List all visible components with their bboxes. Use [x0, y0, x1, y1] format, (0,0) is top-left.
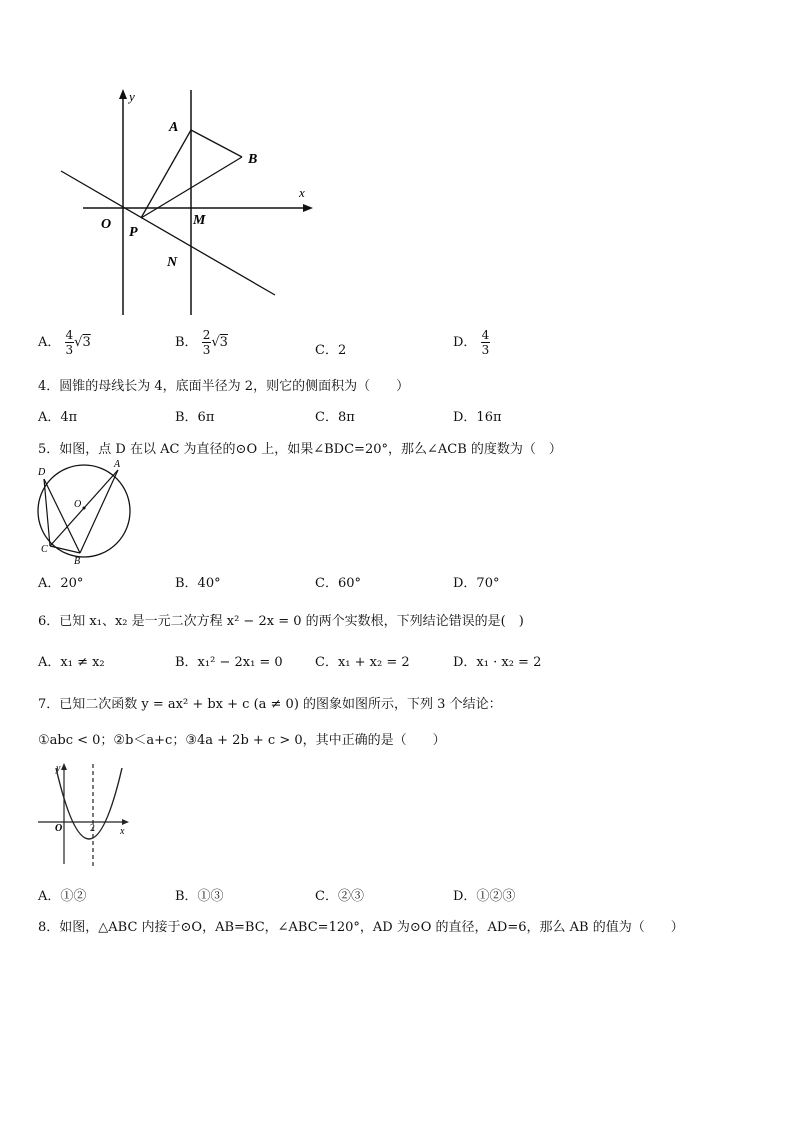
- q6-option-c: C．x₁ + x₂ = 2: [315, 655, 410, 670]
- q5-figure: [32, 458, 136, 568]
- parabola: [56, 768, 122, 839]
- denominator: 3: [481, 343, 490, 357]
- option-letter: A．: [38, 335, 61, 350]
- option-letter: B．: [175, 335, 198, 350]
- q4-option-c: C．8π: [315, 410, 355, 425]
- label-b: B: [248, 152, 258, 167]
- fraction: [481, 329, 491, 356]
- denominator: 3: [65, 343, 74, 357]
- label-o: O: [55, 823, 63, 834]
- denominator: 3: [202, 343, 211, 357]
- y-axis-arrow: [119, 89, 127, 99]
- q4-option-b: B．6π: [175, 410, 215, 425]
- label-x: x: [299, 185, 305, 200]
- label-c: C: [41, 544, 48, 555]
- q7-stem: 7．已知二次函数 y = ax² + bx + c (a ≠ 0) 的图象如图所示，下列 3 个结论：: [38, 697, 502, 712]
- label-n: N: [167, 255, 178, 270]
- y-axis-arrow: [61, 763, 67, 770]
- label-p: P: [129, 225, 138, 240]
- slant-line: [61, 171, 275, 295]
- q7-figure: [34, 760, 134, 868]
- segment-pa: [141, 130, 191, 218]
- label-y: y: [56, 763, 61, 774]
- q8-stem: 8．如图，△ABC 内接于⊙O，AB=BC，∠ABC=120°，AD 为⊙O 的直径，AD=6，那么 AB 的值为（ ）: [38, 920, 684, 935]
- segment-ab: [80, 470, 118, 553]
- q7-option-a: A．①②: [38, 889, 87, 904]
- label-o: O: [74, 499, 82, 510]
- segment-cb: [50, 546, 80, 553]
- center-dot: [83, 507, 86, 510]
- segment-ab: [191, 130, 242, 157]
- q7-option-d: D．①②③: [453, 889, 516, 904]
- q7-option-b: B．①③: [175, 889, 224, 904]
- fraction: [202, 329, 212, 356]
- q3-option-a: [38, 329, 91, 356]
- q5-option-b: B．40°: [175, 576, 221, 591]
- q6-option-a: A．x₁ ≠ x₂: [38, 655, 105, 670]
- option-letter: D．: [453, 335, 477, 350]
- numerator: 4: [65, 328, 74, 342]
- label-m: M: [193, 213, 206, 228]
- label-x: x: [120, 826, 125, 837]
- fraction: [65, 329, 75, 356]
- x-axis-arrow: [303, 204, 313, 212]
- q5-option-d: D．70°: [453, 576, 500, 591]
- label-y: y: [129, 89, 135, 104]
- q3-option-b: [175, 329, 228, 356]
- label-d: D: [38, 467, 46, 478]
- sqrt-symbol: √: [74, 335, 83, 350]
- numerator: 2: [202, 328, 211, 342]
- label-o: O: [101, 217, 112, 232]
- x-axis-arrow: [122, 819, 129, 825]
- q7-conditions: ①abc < 0；②b＜a+c；③4a + 2b + c > 0，其中正确的是（ ）: [38, 733, 446, 748]
- label-b: B: [74, 556, 81, 567]
- q5-stem: 5．如图，点 D 在以 AC 为直径的⊙O 上，如果∠BDC=20°，那么∠ACB 的度数为（ ）: [38, 442, 562, 457]
- q5-option-a: A．20°: [38, 576, 84, 591]
- q3-figure: [55, 85, 325, 320]
- q3-option-c: C．2: [315, 343, 347, 358]
- label-a: A: [169, 120, 179, 135]
- q6-option-d: D．x₁ · x₂ = 2: [453, 655, 542, 670]
- radicand: 3: [82, 335, 91, 350]
- numerator: 4: [481, 328, 490, 342]
- q4-option-d: D．16π: [453, 410, 502, 425]
- label-2: 2: [90, 823, 95, 834]
- q4-stem: 4．圆锥的母线长为 4，底面半径为 2，则它的侧面积为（ ）: [38, 379, 410, 394]
- q4-option-a: A．4π: [38, 410, 78, 425]
- q6-option-b: B．x₁² − 2x₁ = 0: [175, 655, 283, 670]
- q7-option-c: C．②③: [315, 889, 364, 904]
- q3-option-d: [453, 329, 490, 356]
- q6-stem: 6．已知 x₁、x₂ 是一元二次方程 x² − 2x = 0 的两个实数根，下列结论错误的是( ): [38, 614, 524, 629]
- radicand: 3: [219, 335, 228, 350]
- label-a: A: [114, 459, 121, 470]
- sqrt-symbol: √: [211, 335, 220, 350]
- q5-option-c: C．60°: [315, 576, 361, 591]
